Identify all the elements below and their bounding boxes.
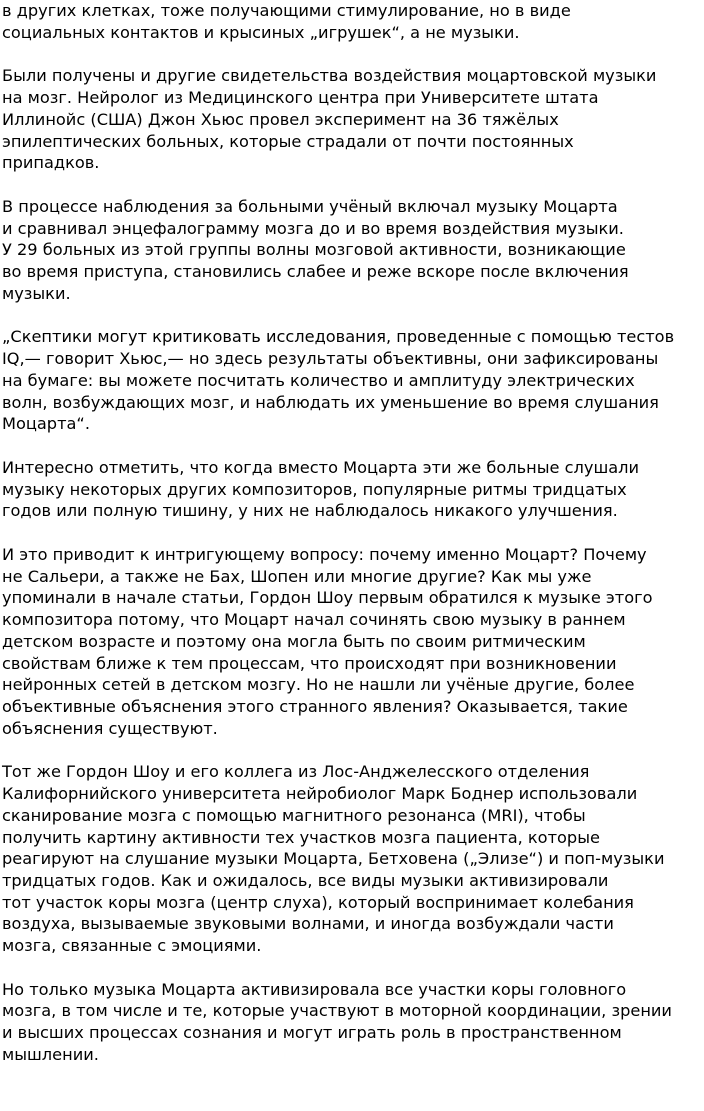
text-line: композитора потому, что Моцарт начал сочинять свою музыку в раннем [2,610,626,630]
text-line: волн, возбуждающих мозг, и наблюдать их уменьшение во время слушания [2,392,659,412]
paragraph [2,196,702,305]
text-line: музыку некоторых других композиторов, популярные ритмы тридцатых [2,479,627,499]
text-line: на мозг. Нейролог из Медицинского центра при Университете штата [2,88,599,108]
text-line: объяснения существуют. [2,718,218,738]
text-line: Иллинойс (США) Джон Хьюс провел эксперимент на 36 тяжёлых [2,109,559,129]
paragraph [2,544,702,739]
text-line: не Сальери, а также не Бах, Шопен или многие другие? Как мы уже [2,566,592,586]
text-line: свойствам ближе к тем процессам, что происходят при возникновении [2,653,617,673]
text-line: детском возрасте и поэтому она могла быть по своим ритмическим [2,631,586,651]
text-line: на бумаге: вы можете посчитать количество и амплитуду электрических [2,370,635,390]
text-line: годов или полную тишину, у них не наблюдалось никакого улучшения. [2,501,618,521]
text-line: В процессе наблюдения за больными учёный включал музыку Моцарта [2,196,618,216]
text-line: тот участок коры мозга (центр слуха), который воспринимает колебания [2,892,634,912]
paragraph [2,326,702,435]
text-line: мозга, связанные с эмоциями. [2,936,262,956]
text-line: социальных контактов и крысиных „игрушек“, а не музыки. [2,22,520,42]
paragraph [2,457,702,522]
text-line: припадков. [2,153,100,173]
document-body [2,0,702,1066]
text-line: И это приводит к интригующему вопросу: почему именно Моцарт? Почему [2,545,647,565]
text-line: воздуха, вызываемые звуковыми волнами, и иногда возбуждали части [2,914,614,934]
text-line: сканирование мозга с помощью магнитного резонанса (MRI), чтобы [2,805,586,825]
text-line: Но только музыка Моцарта активизировала все участки коры головного [2,979,627,999]
text-line: Интересно отметить, что когда вместо Моцарта эти же больные слушали [2,457,640,477]
text-line: в других клетках, тоже получающими стимулирование, но в виде [2,1,571,20]
text-line: реагируют на слушание музыки Моцарта, Бетховена („Элизе“) и поп-музыки [2,849,665,869]
text-line: тридцатых годов. Как и ожидалось, все виды музыки активизировали [2,870,609,890]
text-line: упоминали в начале статьи, Гордон Шоу первым обратился к музыке этого [2,588,653,608]
text-line: IQ,— говорит Хьюс,— но здесь результаты объективны, они зафиксированы [2,349,659,369]
text-line: мышлении. [2,1044,99,1064]
text-line: Моцарта“. [2,414,90,434]
text-line: нейронных сетей в детском мозгу. Но не нашли ли учёные другие, более [2,675,635,695]
paragraph [2,65,702,174]
text-line: Были получены и другие свидетельства воздействия моцартовской музыки [2,66,657,86]
paragraph [2,761,702,956]
text-line: получить картину активности тех участков мозга пациента, которые [2,827,600,847]
text-line: У 29 больных из этой группы волны мозговой активности, возникающие [2,240,626,260]
text-line: Тот же Гордон Шоу и его коллега из Лос-Анджелесского отделения [2,762,590,782]
text-line: Калифорнийского университета нейробиолог Марк Боднер использовали [2,784,638,804]
text-line: мозга, в том числе и те, которые участвуют в моторной координации, зрении [2,1001,672,1021]
text-line: „Скептики могут критиковать исследования, проведенные с помощью тестов [2,327,675,347]
text-line: эпилептических больных, которые страдали от почти постоянных [2,131,574,151]
text-line: объективные объяснения этого странного явления? Оказывается, такие [2,696,628,716]
text-line: во время приступа, становились слабее и реже вскоре после включения [2,262,629,282]
paragraph [2,979,702,1066]
paragraph [2,0,702,43]
text-line: музыки. [2,283,71,303]
text-line: и сравнивал энцефалограмму мозга до и во время воздействия музыки. [2,218,624,238]
text-line: и высших процессах сознания и могут играть роль в пространственном [2,1023,622,1043]
